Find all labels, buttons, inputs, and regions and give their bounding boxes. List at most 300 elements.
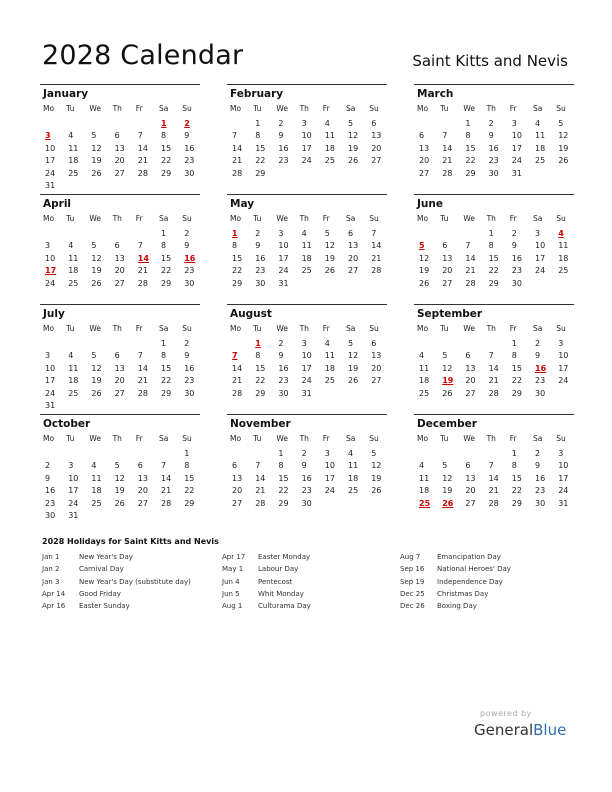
day-cell: 14 <box>488 473 499 483</box>
weekday-label: Fr <box>322 104 330 113</box>
day-cell: 12 <box>348 131 359 141</box>
day-cell: 12 <box>348 351 359 361</box>
day-cell: 18 <box>535 143 546 153</box>
holiday-day-cell: 25 <box>419 498 431 508</box>
day-cell: 5 <box>91 241 97 251</box>
day-cell: 26 <box>348 156 359 166</box>
day-cell: 16 <box>184 363 195 373</box>
day-cell: 15 <box>278 473 289 483</box>
month-name: March <box>417 88 454 100</box>
day-cell: 13 <box>371 351 382 361</box>
month-name: August <box>230 308 272 320</box>
day-cell: 12 <box>558 131 569 141</box>
day-cell: 20 <box>114 266 125 276</box>
weekday-label: Th <box>299 214 309 223</box>
day-cell: 20 <box>232 486 243 496</box>
day-cell: 25 <box>419 388 430 398</box>
day-cell: 9 <box>278 351 284 361</box>
month-october <box>40 414 200 524</box>
holiday-name: Boxing Day <box>437 602 477 611</box>
calendar-grid <box>40 84 574 524</box>
day-cell: 26 <box>558 156 569 166</box>
weekday-label: Su <box>182 434 192 443</box>
day-cell: 4 <box>68 131 74 141</box>
day-cell: 17 <box>511 143 522 153</box>
day-cell: 21 <box>137 156 148 166</box>
day-cell: 27 <box>114 388 125 398</box>
day-cell: 22 <box>232 266 243 276</box>
day-cell: 6 <box>371 339 377 348</box>
day-cell: 20 <box>371 143 382 153</box>
weekday-label: Mo <box>43 104 55 113</box>
weekday-label: We <box>89 324 101 333</box>
day-cell: 29 <box>161 388 172 398</box>
day-cell: 1 <box>184 449 190 458</box>
day-cell: 28 <box>137 278 148 288</box>
day-cell: 3 <box>301 119 307 128</box>
weekday-label: Tu <box>440 434 449 443</box>
month-january <box>40 84 200 194</box>
day-cell: 22 <box>511 486 522 496</box>
day-cell: 30 <box>255 278 266 288</box>
day-cell: 7 <box>442 131 448 141</box>
weekday-label: Th <box>112 214 122 223</box>
day-cell: 4 <box>91 461 97 471</box>
weekday-label: Tu <box>66 434 75 443</box>
day-cell: 14 <box>232 143 243 153</box>
weekday-label: Mo <box>230 214 242 223</box>
day-cell: 6 <box>465 351 471 361</box>
day-cell: 5 <box>371 449 377 458</box>
weekday-label: Sa <box>533 214 543 223</box>
day-cell: 19 <box>91 156 102 166</box>
day-cell: 22 <box>161 376 172 386</box>
weekday-label: Sa <box>346 214 356 223</box>
day-cell: 17 <box>45 376 56 386</box>
day-cell: 21 <box>232 156 243 166</box>
day-cell: 10 <box>45 253 56 263</box>
day-cell: 29 <box>278 498 289 508</box>
day-cell: 30 <box>301 498 312 508</box>
day-cell: 18 <box>419 486 430 496</box>
month-march <box>414 84 574 194</box>
day-cell: 23 <box>301 486 312 496</box>
day-cell: 10 <box>301 131 312 141</box>
day-cell: 7 <box>232 131 238 141</box>
day-cell: 23 <box>511 266 522 276</box>
day-cell: 4 <box>419 461 425 471</box>
day-cell: 19 <box>91 266 102 276</box>
day-cell: 31 <box>558 498 569 508</box>
day-cell: 17 <box>558 363 569 373</box>
day-cell: 6 <box>114 241 120 251</box>
day-cell: 16 <box>255 253 266 263</box>
day-cell: 28 <box>137 388 148 398</box>
day-cell: 26 <box>324 266 335 276</box>
month-name: May <box>230 198 255 210</box>
day-cell: 9 <box>535 461 541 471</box>
day-cell: 25 <box>301 266 312 276</box>
day-cell: 4 <box>68 351 74 361</box>
day-cell: 5 <box>442 461 448 471</box>
weekday-label: Su <box>556 324 566 333</box>
weekday-label: Th <box>486 434 496 443</box>
day-cell: 20 <box>371 363 382 373</box>
day-cell: 21 <box>488 486 499 496</box>
day-cell: 12 <box>371 461 382 471</box>
holiday-date: Jun 4 <box>222 577 240 586</box>
day-cell: 30 <box>184 168 195 178</box>
day-cell: 6 <box>419 131 425 141</box>
day-cell: 31 <box>301 388 312 398</box>
day-cell: 7 <box>161 461 167 471</box>
day-cell: 23 <box>278 376 289 386</box>
weekday-label: Sa <box>159 324 169 333</box>
holiday-name: New Year's Day (substitute day) <box>79 577 191 586</box>
holiday-name: Pentecost <box>258 577 293 586</box>
day-cell: 4 <box>348 449 354 458</box>
day-cell: 24 <box>301 376 312 386</box>
day-cell: 5 <box>558 119 564 128</box>
day-cell: 16 <box>278 363 289 373</box>
holiday-date: Sep 16 <box>400 565 425 574</box>
day-cell: 10 <box>45 143 56 153</box>
day-cell: 8 <box>511 461 517 471</box>
day-cell: 3 <box>324 449 330 458</box>
day-cell: 10 <box>511 131 522 141</box>
day-cell: 31 <box>45 401 56 410</box>
day-cell: 2 <box>255 229 261 238</box>
day-cell: 13 <box>348 241 359 251</box>
weekday-label: Tu <box>440 324 449 333</box>
month-april <box>40 194 200 304</box>
day-cell: 14 <box>465 253 476 263</box>
day-cell: 15 <box>161 363 172 373</box>
month-row <box>40 194 574 304</box>
day-cell: 20 <box>137 486 148 496</box>
day-cell: 30 <box>488 168 499 178</box>
day-cell: 13 <box>419 143 430 153</box>
holiday-date: Apr 17 <box>222 553 246 561</box>
day-cell: 23 <box>184 156 195 166</box>
weekday-label: Tu <box>440 104 449 113</box>
day-cell: 9 <box>535 351 541 361</box>
day-cell: 22 <box>184 486 195 496</box>
month-row <box>40 84 574 194</box>
month-name: January <box>43 88 89 100</box>
weekday-label: Th <box>486 324 496 333</box>
day-cell: 21 <box>371 253 382 263</box>
day-cell: 19 <box>419 266 430 276</box>
day-cell: 20 <box>465 486 476 496</box>
month-name: June <box>417 198 443 210</box>
day-cell: 7 <box>465 241 471 251</box>
holiday-name: Good Friday <box>79 589 121 598</box>
day-cell: 4 <box>535 119 541 128</box>
weekday-label: Su <box>182 324 192 333</box>
day-cell: 16 <box>45 486 56 496</box>
day-cell: 13 <box>114 253 125 263</box>
day-cell: 12 <box>419 253 430 263</box>
month-name: December <box>417 418 477 430</box>
day-cell: 26 <box>91 168 102 178</box>
day-cell: 15 <box>232 253 243 263</box>
holiday-day-cell: 2 <box>184 119 190 128</box>
day-cell: 1 <box>161 229 167 238</box>
weekday-label: Th <box>299 434 309 443</box>
weekday-label: We <box>463 324 475 333</box>
weekday-label: Tu <box>66 104 75 113</box>
day-cell: 17 <box>535 253 546 263</box>
month-november <box>227 414 387 524</box>
day-cell: 16 <box>301 473 312 483</box>
day-cell: 19 <box>371 473 382 483</box>
weekday-label: Mo <box>230 434 242 443</box>
day-cell: 10 <box>324 461 335 471</box>
day-cell: 14 <box>137 143 148 153</box>
day-cell: 12 <box>91 253 102 263</box>
day-cell: 13 <box>114 143 125 153</box>
day-cell: 11 <box>68 143 79 153</box>
day-cell: 25 <box>68 168 79 178</box>
day-cell: 18 <box>91 486 102 496</box>
day-cell: 2 <box>184 339 190 348</box>
day-cell: 23 <box>184 266 195 276</box>
month-july <box>40 304 200 414</box>
holiday-date: Dec 26 <box>400 602 425 611</box>
day-cell: 12 <box>324 241 335 251</box>
day-cell: 6 <box>442 241 448 251</box>
weekday-label: Mo <box>417 434 429 443</box>
day-cell: 21 <box>255 486 266 496</box>
weekday-label: We <box>463 434 475 443</box>
weekday-label: Su <box>556 434 566 443</box>
day-cell: 18 <box>558 253 569 263</box>
day-cell: 16 <box>535 473 546 483</box>
day-cell: 9 <box>255 241 261 251</box>
day-cell: 22 <box>161 156 172 166</box>
day-cell: 6 <box>348 229 354 238</box>
day-cell: 5 <box>91 351 97 361</box>
day-cell: 21 <box>465 266 476 276</box>
day-cell: 26 <box>419 278 430 288</box>
weekday-label: Fr <box>322 324 330 333</box>
holiday-name: Labour Day <box>258 565 299 574</box>
day-cell: 19 <box>348 363 359 373</box>
day-cell: 5 <box>348 119 354 128</box>
day-cell: 28 <box>255 498 266 508</box>
generalblue-logo <box>474 721 566 739</box>
day-cell: 24 <box>301 156 312 166</box>
day-cell: 18 <box>301 253 312 263</box>
day-cell: 15 <box>161 143 172 153</box>
day-cell: 8 <box>184 461 190 471</box>
month-name: November <box>230 418 291 430</box>
month-december <box>414 414 574 524</box>
day-cell: 18 <box>68 156 79 166</box>
weekday-label: Fr <box>322 434 330 443</box>
day-cell: 22 <box>161 266 172 276</box>
day-cell: 23 <box>278 156 289 166</box>
day-cell: 14 <box>442 143 453 153</box>
weekday-label: Fr <box>509 324 517 333</box>
day-cell: 4 <box>68 241 74 251</box>
day-cell: 24 <box>68 498 79 508</box>
day-cell: 5 <box>91 131 97 141</box>
day-cell: 13 <box>232 473 243 483</box>
day-cell: 9 <box>511 241 517 251</box>
weekday-label: We <box>463 104 475 113</box>
day-cell: 13 <box>442 253 453 263</box>
day-cell: 19 <box>114 486 125 496</box>
day-cell: 31 <box>278 278 289 288</box>
day-cell: 12 <box>114 473 125 483</box>
day-cell: 9 <box>301 461 307 471</box>
day-cell: 24 <box>511 156 522 166</box>
day-cell: 1 <box>161 339 167 348</box>
day-cell: 13 <box>371 131 382 141</box>
weekday-label: Sa <box>533 104 543 113</box>
day-cell: 25 <box>68 388 79 398</box>
day-cell: 22 <box>255 376 266 386</box>
weekday-label: Fr <box>135 214 143 223</box>
weekday-label: Fr <box>509 434 517 443</box>
weekday-label: Sa <box>159 104 169 113</box>
day-cell: 30 <box>511 278 522 288</box>
day-cell: 8 <box>161 351 167 361</box>
holiday-date: Apr 16 <box>42 602 66 611</box>
day-cell: 15 <box>255 143 266 153</box>
brand-general: General <box>474 721 534 739</box>
day-cell: 10 <box>68 473 79 483</box>
day-cell: 15 <box>465 143 476 153</box>
holiday-day-cell: 4 <box>558 229 564 238</box>
day-cell: 12 <box>91 143 102 153</box>
weekday-label: Th <box>299 104 309 113</box>
day-cell: 11 <box>91 473 102 483</box>
day-cell: 2 <box>184 229 190 238</box>
month-may <box>227 194 387 304</box>
day-cell: 7 <box>488 461 494 471</box>
weekday-label: We <box>89 214 101 223</box>
day-cell: 17 <box>558 473 569 483</box>
weekday-label: Mo <box>417 324 429 333</box>
weekday-label: Tu <box>66 214 75 223</box>
weekday-label: Su <box>369 214 379 223</box>
day-cell: 10 <box>301 351 312 361</box>
day-cell: 27 <box>371 376 382 386</box>
day-cell: 11 <box>558 241 569 251</box>
holiday-day-cell: 7 <box>232 351 238 361</box>
day-cell: 10 <box>535 241 546 251</box>
day-cell: 12 <box>91 363 102 373</box>
weekday-label: We <box>276 434 288 443</box>
weekday-label: Th <box>486 214 496 223</box>
holiday-date: Dec 25 <box>400 589 425 598</box>
day-cell: 26 <box>348 376 359 386</box>
day-cell: 10 <box>45 363 56 373</box>
day-cell: 27 <box>371 156 382 166</box>
day-cell: 17 <box>301 363 312 373</box>
holiday-date: Jan 2 <box>42 565 60 574</box>
day-cell: 8 <box>232 241 238 251</box>
weekday-label: We <box>463 214 475 223</box>
day-cell: 3 <box>301 339 307 348</box>
day-cell: 25 <box>68 278 79 288</box>
day-cell: 11 <box>68 253 79 263</box>
day-cell: 7 <box>137 241 143 251</box>
weekday-label: Th <box>112 434 122 443</box>
day-cell: 27 <box>465 498 476 508</box>
day-cell: 31 <box>45 181 56 190</box>
weekday-label: We <box>89 434 101 443</box>
holiday-day-cell: 19 <box>442 376 454 386</box>
day-cell: 2 <box>488 119 494 128</box>
day-cell: 20 <box>114 376 125 386</box>
day-cell: 27 <box>419 168 430 178</box>
holiday-name: Easter Sunday <box>79 602 130 611</box>
day-cell: 25 <box>324 376 335 386</box>
weekday-label: Sa <box>346 104 356 113</box>
day-cell: 7 <box>137 351 143 361</box>
day-cell: 6 <box>371 119 377 128</box>
day-cell: 23 <box>535 486 546 496</box>
day-cell: 6 <box>114 131 120 141</box>
day-cell: 23 <box>535 376 546 386</box>
day-cell: 22 <box>278 486 289 496</box>
day-cell: 28 <box>488 498 499 508</box>
month-august <box>227 304 387 414</box>
day-cell: 13 <box>465 363 476 373</box>
day-cell: 28 <box>161 498 172 508</box>
day-cell: 27 <box>137 498 148 508</box>
day-cell: 15 <box>511 363 522 373</box>
day-cell: 7 <box>371 229 377 238</box>
day-cell: 1 <box>511 339 517 348</box>
day-cell: 4 <box>324 339 330 348</box>
day-cell: 22 <box>255 156 266 166</box>
weekday-label: Fr <box>135 324 143 333</box>
month-name: July <box>43 308 65 320</box>
day-cell: 20 <box>419 156 430 166</box>
day-cell: 29 <box>511 498 522 508</box>
weekday-label: Th <box>486 104 496 113</box>
day-cell: 24 <box>278 266 289 276</box>
day-cell: 12 <box>442 473 453 483</box>
holiday-date: Sep 19 <box>400 577 425 586</box>
holiday-date: Jun 5 <box>222 589 240 598</box>
day-cell: 10 <box>558 351 569 361</box>
month-june <box>414 194 574 304</box>
day-cell: 4 <box>301 229 307 238</box>
holiday-name: Christmas Day <box>437 589 489 598</box>
holiday-date: Aug 1 <box>222 602 243 611</box>
weekday-label: Su <box>556 104 566 113</box>
day-cell: 23 <box>184 376 195 386</box>
day-cell: 6 <box>137 461 143 471</box>
day-cell: 3 <box>45 351 51 361</box>
weekday-label: Fr <box>135 104 143 113</box>
weekday-label: Fr <box>509 104 517 113</box>
day-cell: 21 <box>488 376 499 386</box>
day-cell: 2 <box>278 339 284 348</box>
weekday-label: Th <box>112 104 122 113</box>
month-row <box>40 414 574 524</box>
day-cell: 28 <box>137 168 148 178</box>
day-cell: 11 <box>324 351 335 361</box>
day-cell: 18 <box>348 473 359 483</box>
day-cell: 27 <box>465 388 476 398</box>
